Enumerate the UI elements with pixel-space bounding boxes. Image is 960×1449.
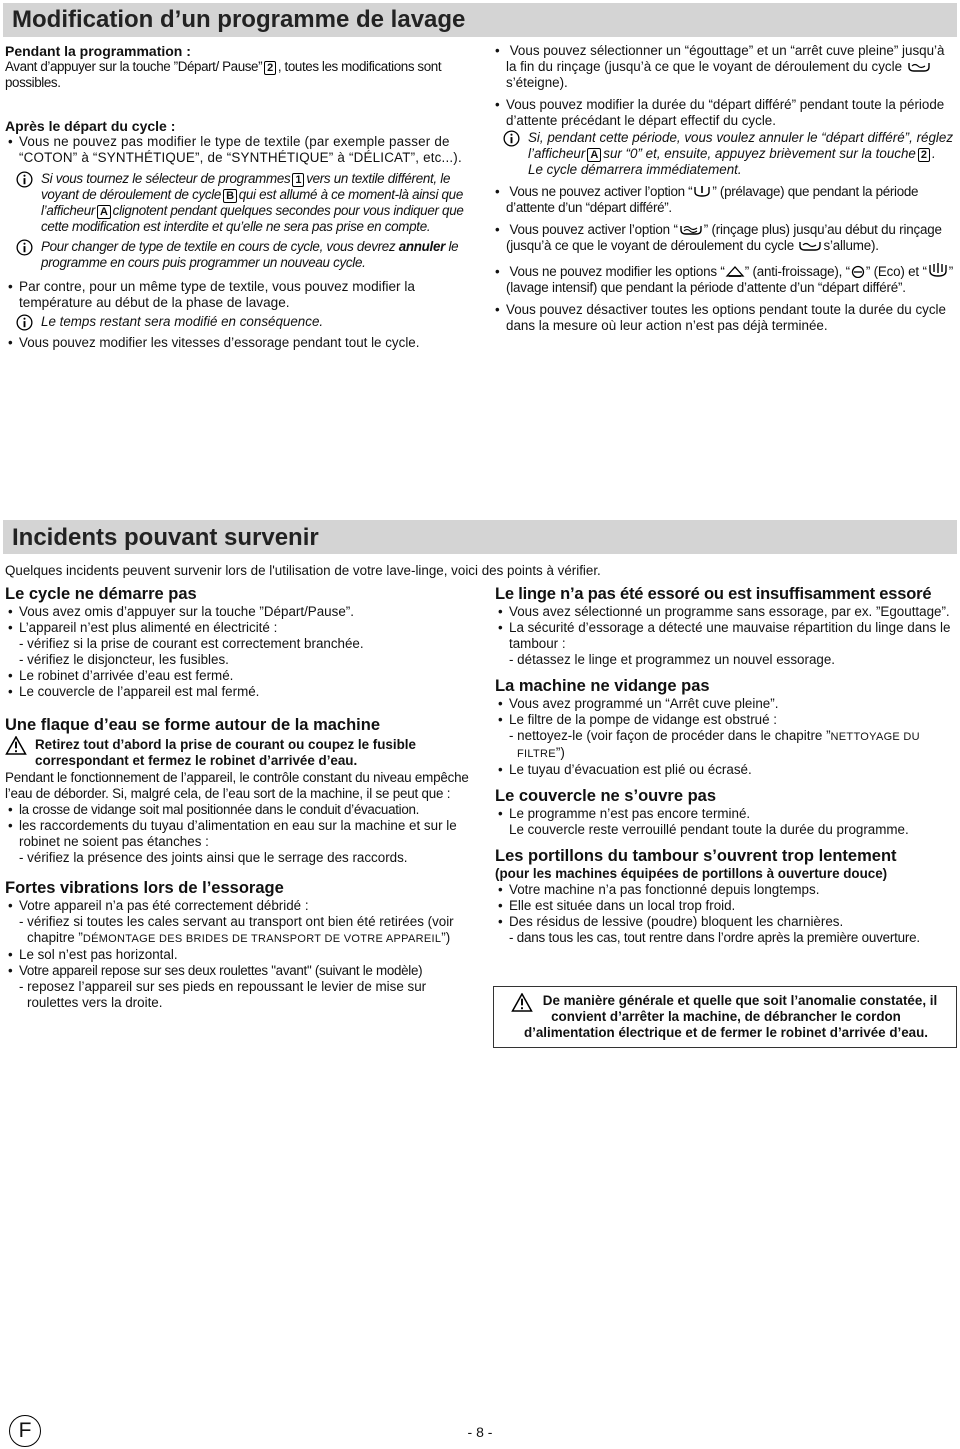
cycle-rinse-icon bbox=[906, 60, 932, 73]
sub-item: - reposez l’appareil sur ses pieds en repoussant le levier de mise sur roulettes vers la droite. bbox=[19, 979, 427, 1010]
list-item: • la crosse de vidange soit mal positionnée dans le conduit d’évacuation. bbox=[5, 802, 473, 818]
subheading-note: (pour les machines équipées de portillons à ouverture douce) bbox=[495, 866, 888, 881]
section1-right-column bbox=[492, 43, 958, 334]
sub-item: - détassez le linge et programmez un nouvel essorage. bbox=[509, 652, 836, 667]
list-item: • Vous ne pouvez pas modifier le type de textile (par exemple passer de “COTON” à “SYNTHÉTIQUE”, de “SYNTHÉTIQUE” à “DÉLICAT”, etc...). bbox=[5, 134, 472, 166]
section-title: Incidents pouvant survenir bbox=[12, 524, 319, 551]
list-item: • Vous pouvez désactiver toutes les options pendant toute la durée du cycle dans la mesure où leur action n’est pas déjà terminée. bbox=[492, 302, 958, 334]
section-title: Modification d’un programme de lavage bbox=[12, 6, 466, 33]
list-item: • Elle est située dans un local trop froid. bbox=[495, 898, 958, 914]
section2-left-column bbox=[5, 584, 473, 1011]
list-item: • Le sol n’est pas horizontal. bbox=[5, 947, 473, 963]
general-warning-box bbox=[493, 986, 957, 1048]
list-item: • Vous avez programmé un “Arrêt cuve pleine”. bbox=[495, 696, 958, 712]
sub-item: - vérifiez le disjoncteur, les fusibles. bbox=[19, 652, 229, 667]
key-1: 1 bbox=[292, 173, 304, 187]
list-item: • Vous ne pouvez modifier les options “ ” (anti-froissage), “ ” (Eco) et “ ” (lavage intensif) que pendant la période d’attente d’un “départ différé”. bbox=[492, 262, 958, 296]
list-item: • Vous pouvez modifier la durée du “départ différé” pendant toute la période d’attente précédant le départ effectif du cycle. bbox=[492, 97, 958, 129]
info-icon bbox=[16, 314, 33, 331]
sub-item: - vérifiez si toutes les cales servant au transport ont bien été retirées (voir chapitre ”DÉMONTAGE DES BRIDES DE TRANSPORT DE VOTRE APPAREIL”) bbox=[19, 914, 454, 945]
list-item: • Votre appareil repose sur ses deux roulettes "avant" (suivant le modèle) bbox=[5, 963, 473, 979]
list-item: • Vous avez omis d’appuyer sur la touche ”Départ/Pause”. bbox=[5, 604, 473, 620]
key-2: 2 bbox=[918, 148, 930, 162]
list-item: • Le couvercle de l’appareil est mal fermé. bbox=[5, 684, 473, 700]
key-a: A bbox=[587, 148, 601, 162]
eco-icon bbox=[850, 265, 866, 278]
info-note: Pour changer de type de textile en cours de cycle, vous devrez annuler le programme en cours puis programmer un nouveau cycle. bbox=[5, 239, 472, 271]
section1-left-column bbox=[5, 43, 472, 351]
warning-text: Retirez tout d’abord la prise de courant ou coupez le fusible correspondant et fermez le robinet d’arrivée d’eau. bbox=[5, 737, 473, 769]
list-item: • Le tuyau d’évacuation est plié ou écrasé. bbox=[495, 762, 958, 778]
info-note: Si, pendant cette période, vous voulez annuler le “départ différé”, réglez l’afficheur A sur “0” et, ensuite, appuyez brièvement sur la touche 2 . Le cycle démarrera immédiatement. bbox=[492, 130, 958, 178]
list-item: • Le filtre de la pompe de vidange est obstrué : bbox=[495, 712, 958, 728]
sub-item: - vérifiez la présence des joints ainsi que le serrage des raccords. bbox=[19, 850, 408, 865]
list-item: • Votre appareil n’a pas été correctement débridé : bbox=[5, 898, 473, 914]
programming-text: Avant d’appuyer sur la touche ”Départ/ Pause” 2 , toutes les modifications sont possibles. bbox=[5, 59, 442, 90]
section2-right-column bbox=[495, 584, 958, 946]
list-item: • Des résidus de lessive (poudre) bloquent les charnières. bbox=[495, 914, 958, 930]
subheading: Le couvercle ne s’ouvre pas bbox=[495, 787, 717, 805]
cycle-rinse-icon bbox=[797, 239, 823, 252]
sub-item: - dans tous les cas, tout rentre dans l’ordre après la première ouverture. bbox=[509, 930, 920, 945]
list-item: • Vous pouvez activer l’option “ ” (rinçage plus) jusqu’au début du rinçage (jusqu’à ce que le voyant de déroulement du cycle s’allume). bbox=[492, 222, 958, 254]
subheading: La machine ne vidange pas bbox=[495, 677, 710, 695]
list-item: • les raccordements du tuyau d’alimentation en eau sur la machine et sur le robinet ne soient pas étanches : bbox=[5, 818, 473, 850]
intensive-wash-icon bbox=[927, 262, 949, 278]
subheading: Le linge n’a pas été essoré ou est insuffisamment essoré bbox=[495, 585, 932, 603]
list-item: • Vous ne pouvez activer l’option “ ” (prélavage) que pendant la période d’attente d’un “départ différé”. bbox=[492, 184, 958, 216]
section-header-incidents bbox=[3, 520, 957, 554]
list-item-continuation: Le couvercle reste verrouillé pendant toute la durée du programme. bbox=[509, 822, 909, 837]
subheading: Le cycle ne démarre pas bbox=[5, 585, 197, 603]
list-item: • La sécurité d’essorage a détecté une mauvaise répartition du linge dans le tambour : bbox=[495, 620, 958, 652]
prewash-icon bbox=[692, 185, 712, 198]
list-item: • Vous pouvez sélectionner un “égouttage” et un “arrêt cuve pleine” jusqu’à la fin du rinçage (jusqu’à ce que le voyant de déroulement du cycle s’éteigne). bbox=[492, 43, 958, 91]
key-a: A bbox=[97, 205, 111, 219]
sub-item: - nettoyez-le (voir façon de procéder dans le chapitre ”NETTOYAGE DU FILTRE”) bbox=[509, 728, 920, 760]
list-item: • Le programme n’est pas encore terminé. bbox=[495, 806, 958, 822]
list-item: • L’appareil n’est plus alimenté en électricité : bbox=[5, 620, 473, 636]
info-icon bbox=[16, 239, 33, 256]
sub-item: - vérifiez si la prise de courant est correctement branchée. bbox=[19, 636, 364, 651]
rinse-plus-icon bbox=[678, 223, 704, 236]
section-header-modification bbox=[3, 3, 957, 37]
list-item: • Par contre, pour un même type de textile, vous pouvez modifier la température au début de la phase de lavage. bbox=[5, 279, 472, 311]
subheading: Les portillons du tambour s’ouvrent trop lentement bbox=[495, 847, 897, 865]
list-item: • Vous pouvez modifier les vitesses d’essorage pendant tout le cycle. bbox=[5, 335, 472, 351]
page-number: - 8 - bbox=[467, 1424, 493, 1440]
anti-crease-icon bbox=[725, 265, 745, 278]
after-start-heading: Après le départ du cycle : bbox=[5, 118, 176, 134]
incidents-intro: Quelques incidents peuvent survenir lors de l'utilisation de votre lave-linge, voici des points à vérifier. bbox=[5, 563, 601, 578]
key-2: 2 bbox=[264, 61, 276, 75]
paragraph: Pendant le fonctionnement de l’appareil, le contrôle constant du niveau empêche l’eau de déborder. Si, malgré cela, de l’eau sort de la machine, il se peut que : bbox=[5, 770, 469, 801]
language-badge: F bbox=[9, 1415, 41, 1447]
subheading: Fortes vibrations lors de l’essorage bbox=[5, 879, 284, 897]
info-icon bbox=[16, 171, 33, 188]
info-note: Le temps restant sera modifié en conséquence. bbox=[5, 314, 472, 330]
subheading: Une flaque d’eau se forme autour de la machine bbox=[5, 716, 381, 734]
warning-icon bbox=[5, 736, 27, 755]
list-item: • Votre machine n’a pas fonctionné depuis longtemps. bbox=[495, 882, 958, 898]
list-item: • Le robinet d’arrivée d’eau est fermé. bbox=[5, 668, 473, 684]
info-note: Si vous tournez le sélecteur de programmes 1 vers un textile différent, le voyant de déroulement de cycle B qui est allumé à ce moment-là ainsi que l’afficheur A clignotent pendant quelques secondes pour vous indiquer que cette modification est interdite et qu’elle ne sera pas prise en compte. bbox=[5, 171, 472, 235]
list-item: • Vous avez sélectionné un programme sans essorage, par ex. ”Egouttage”. bbox=[495, 604, 958, 620]
key-b: B bbox=[223, 189, 237, 203]
info-icon bbox=[503, 130, 520, 147]
general-warning-text: De manière générale et quelle que soit l’anomalie constatée, il convient d’arrêter la machine, de débrancher le cordon d’alimentation électrique et de fermer le robinet d’arrivée d’eau. bbox=[523, 993, 938, 1040]
programming-heading: Pendant la programmation : bbox=[5, 43, 191, 59]
